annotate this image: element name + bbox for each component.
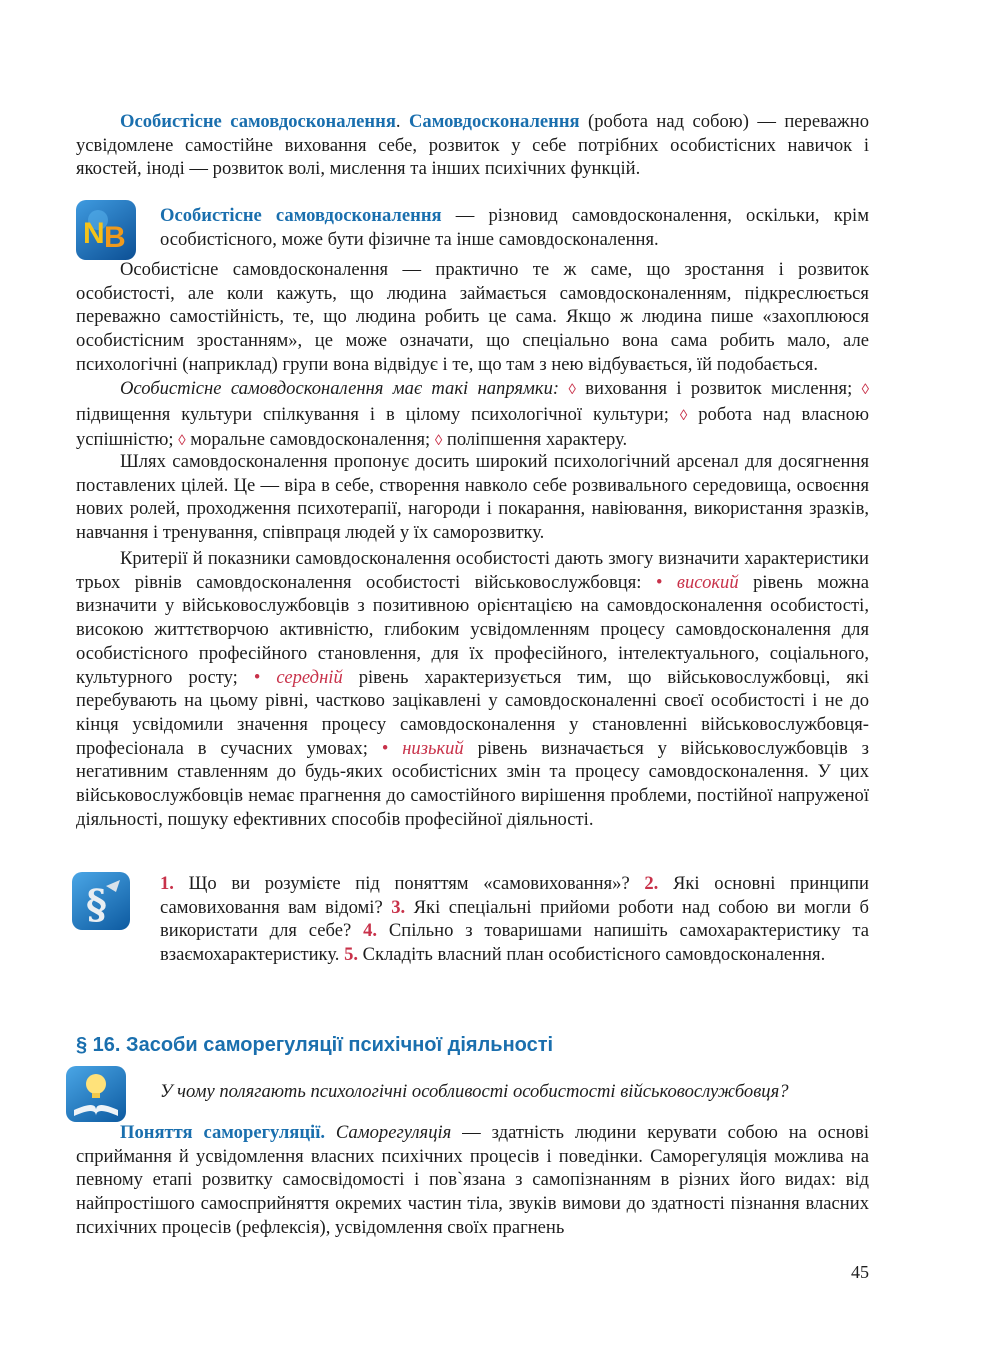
bullet: • (381, 737, 389, 759)
diamond-marker: ◊ (568, 382, 576, 398)
nb-icon (76, 200, 136, 260)
diamond-marker: ◊ (434, 433, 443, 450)
paragraph-growth: Особистісне самовдосконалення — практично те ж саме, що зростання і розвиток особистості, але коли кажуть, що людина займається самовдосконаленням, підкреслюється переважно самостійність, те, що людина робить це сама. Якщо ж людина пише «захоплююся особистісним зростанням», це може означати, що спеціально вона сама робить мало, але психологічні (наприклад) групи вона відвідує і те, що там з нею відбувається, їй подобається. (76, 259, 869, 375)
svg-text:N: N (83, 217, 105, 250)
section-sign-icon (72, 872, 130, 930)
paragraph-path: Шлях самовдосконалення пропонує досить широкий психологічний арсенал для досягнення поставлених цілей. Це — віра в себе, створення навколо себе розвивального середовища, освоєння нових ролей, проходження психотерапії, нагороди і покарання, навіювання, використання зразків, навчання і тренування, співпраця людей у їх саморозвитку. (76, 451, 869, 544)
self-regulation-paragraph: Поняття саморегуляції. Саморегуляція — здатність людини керувати собою на основі сприймання й усвідомлення власних психічних процесів і поведінки. Саморегуляція можлива на певному етапі розвитку самосвідомості і пов`язана з самопізнанням в різних його видах: від найпростішого самосприйняття окремих частин тіла, звуків вимови до здатності пізнання власних психічних процесів (рефлексія), усвідомлення своїх прагнень (76, 1122, 870, 1238)
directions-paragraph: Особистісне самовдосконалення має такі напрямки: ◊ виховання і розвиток мислення; ◊ підвищення культури спілкування і в цілому психологічної культури; ◊ робота над власною успішністю; ◊ моральне самовдосконалення; ◊ поліпшення характеру. (76, 378, 870, 451)
diamond-marker: ◊ (679, 407, 688, 424)
intro-paragraph: Особистісне самовдосконалення. Самовдосконалення (робота над собою) — переважно усвідомлене самостійне виховання себе, розвиток у себе потрібних особистісних навичок і якостей, іноді — розвиток волі, мислення та інших психічних функцій. (76, 111, 869, 180)
term-personal-self-improvement: Особистісне самовдосконалення (120, 111, 396, 132)
nb-term: Особистісне самовдосконалення (160, 205, 442, 226)
svg-text:B: B (104, 221, 126, 254)
questions-block: 1. Що ви розумієте під поняттям «самовиховання»? 2. Які основні принципи самовиховання вам відомі? 3. Які спеціальні прийоми роботи над собою ви могли б використати для себе? 4. Спільно з товаришами напишіть самохарактеристику та взаємохарактеристику. 5. Складіть власний план особистісного самовдосконалення. (160, 873, 870, 966)
level-low: низький (402, 737, 464, 759)
level-medium: середній (276, 666, 343, 688)
levels-paragraph: Критерії й показники самовдосконалення особистості дають змогу визначити характеристики трьох рівнів самовдосконалення особистості військовослужбовця: • високий рівень можна визначити у військовослужбовців з позитивною орієнтацією на самовдосконалення особистості, високою життєтворчою активністю, глибоким усвідомленням процесу самовдосконалення для особистісного професійного становлення, для їх професійного, інтелектуального, соціального, культурного росту; • середній рівень характеризується тим, що військовослужбовці, які перебувають на цьому рівні, частково зацікавлені у самовдосконаленні своєї особистості і не до кінця усвідомили значення процесу самовдосконалення у становленні військовослужбовця-професіонала в сучасних умовах; • низький рівень визначається у військовослужбовців з негативним ставленням до будь-яких особистісних змін та процесу самовдосконалення. У цих військовослужбовців немає прагнення до самостійного вирішення проблеми, постійної напруженої діяльності, пошуку ефективних способів професійної діяльності. (76, 548, 870, 830)
diamond-marker: ◊ (178, 433, 186, 450)
direction-item: виховання і розвиток мислення; (585, 378, 853, 399)
section-heading: § 16. Засоби саморегуляції психічної діяльності (76, 1034, 554, 1056)
term-self-regulation-concept: Поняття саморегуляції. (120, 1122, 326, 1143)
bullet: • (253, 666, 261, 688)
svg-text:§: § (86, 881, 107, 928)
level-high: високий (676, 571, 739, 593)
direction-item: поліпшення характеру. (446, 429, 628, 451)
lightbulb-book-icon (66, 1066, 126, 1122)
page-number: 45 (851, 1262, 869, 1282)
chapter-question: У чому полягають психологічні особливості особистості військовослужбовця? (160, 1081, 789, 1102)
direction-item: моральне самовдосконалення; (190, 429, 431, 451)
direction-item: робота над власною успішністю; (76, 403, 869, 451)
term-self-improvement: Самовдосконалення (409, 111, 580, 132)
direction-item: підвищення культури спілкування і в цілому психологічної культури; (76, 403, 669, 425)
nb-note: Особистісне самовдосконалення — різновид самовдосконалення, оскільки, крім особистісного, може бути фізичне та інше самовдосконалення. (160, 205, 869, 250)
bullet: • (655, 571, 663, 593)
diamond-marker: ◊ (861, 382, 870, 398)
